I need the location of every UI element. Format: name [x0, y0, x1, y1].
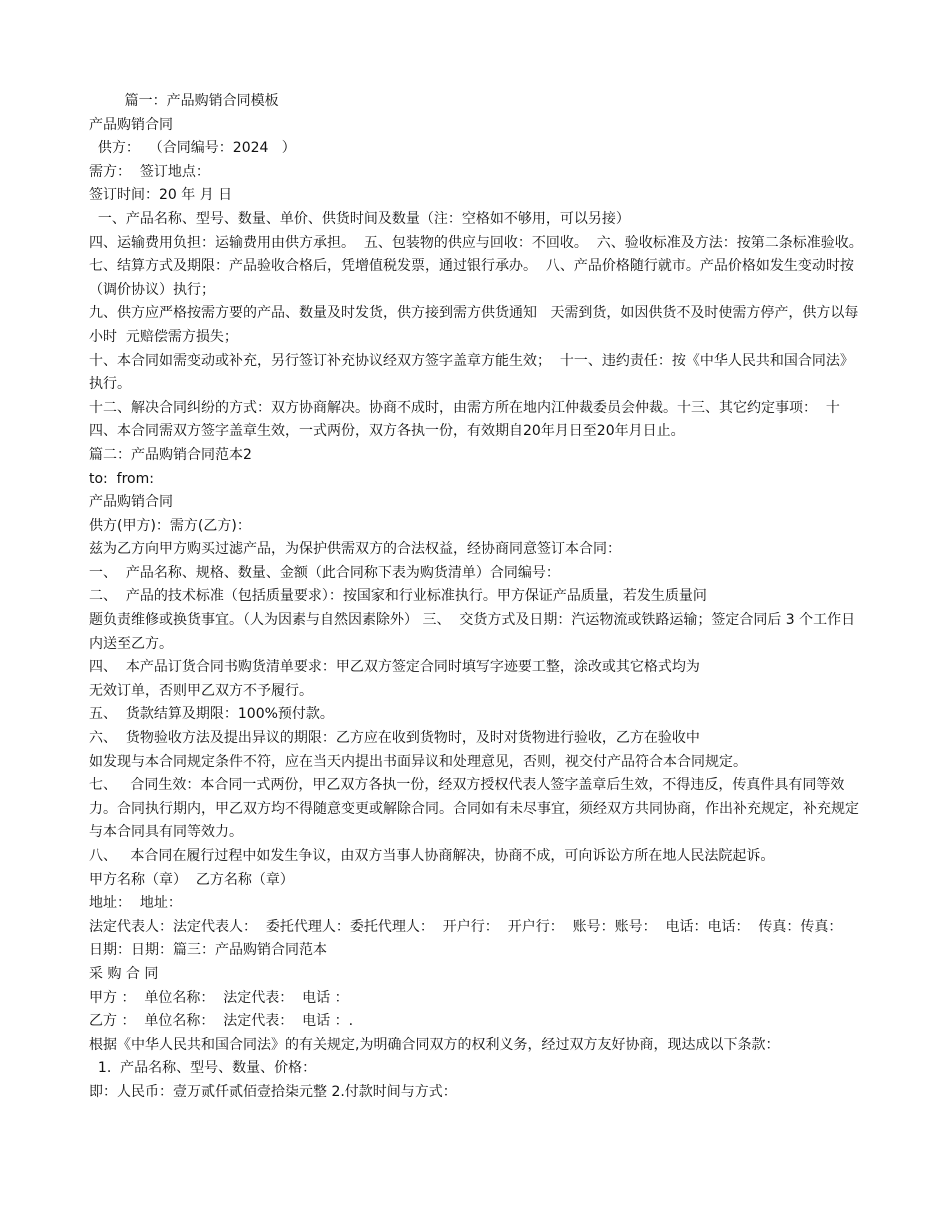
document-line: 根据《中华人民共和国合同法》的有关规定,为明确合同双方的权利义务，经过双方友好协商，现达成以下条款： [89, 1036, 780, 1053]
document-line: 篇二：产品购销合同范本2 [89, 446, 252, 463]
document-line: 产品购销合同 [89, 116, 173, 133]
document-line: 甲方名称（章） 乙方名称（章） [89, 871, 294, 888]
document-line: 签订时间：20 年 月 日 [89, 187, 233, 204]
document-line: 无效订单，否则甲乙双方不予履行。 [89, 682, 313, 699]
document-line: 十二、解决合同纠纷的方式：双方协商解决。协商不成时，由需方所在地内江仲裁委员会仲裁。十三、其它约定事项： 十四、本合同需双方签字盖章生效，一式两份，双方各执一份，有效期自20年月日至20年月日止。 [89, 399, 840, 440]
document-line: 七、结算方式及期限：产品验收合格后，凭增值税发票，通过银行承办。 八、产品价格随行就市。产品价格如发生变动时按（调价协议）执行； [89, 258, 854, 298]
document-line: 乙方 ： 单位名称： 法定代表： 电话 ：. [89, 1013, 354, 1030]
document-line: 六、 货物验收方法及提出异议的期限：乙方应在收到货物时，及时对货物进行验收，乙方在验收中 [89, 730, 700, 747]
document-line: 八、 本合同在履行过程中如发生争议，由双方当事人协商解决，协商不成，可向诉讼方所在地人民法院起诉。 [89, 848, 775, 864]
document-line: 四、 本产品订货合同书购货清单要求：甲乙双方签定合同时填写字迹要工整，涂改或其它格式均为 [89, 659, 700, 676]
document-line: 兹为乙方向甲方购买过滤产品，为保护供需双方的合法权益，经协商同意签订本合同： [89, 541, 621, 558]
document-line: 七、 合同生效：本合同一式两份，甲乙双方各执一份，经双方授权代表人签字盖章后生效，不得违反，传真件具有同等效力。合同执行期内，甲乙双方均不得随意变更或解除合同。合同如有未尽事宜，须经双方共同协商，作出补充规定，补充规定与本合同具有同等效力。 [89, 777, 859, 841]
document-line: 产品购销合同 [89, 494, 173, 511]
document-line: 甲方 ： 单位名称： 法定代表： 电话 ： [89, 989, 349, 1006]
document-line: 供方： （合同编号：2024 ） [89, 140, 296, 157]
document-line: 即：人民币：壹万贰仟贰佰壹拾柒元整 2.付款时间与方式： [89, 1083, 457, 1100]
document-line: 篇一：产品购销合同模板 [89, 93, 279, 109]
document-line: 法定代表人：法定代表人： 委托代理人：委托代理人： 开户行： 开户行： 账号：账号： 电话：电话： 传真：传真： 日期：日期：篇三：产品购销合同范本 [89, 918, 852, 959]
document-line: 题负责维修或换货事宜。（人为因素与自然因素除外） 三、 交货方式及日期：汽运物流或铁路运输；签定合同后 3 个工作日内送至乙方。 [89, 612, 856, 652]
document-line: 如发现与本合同规定条件不符，应在当天内提出书面异议和处理意见，否则，视交付产品符合本合同规定。 [89, 753, 747, 770]
document-line: 九、供方应严格按需方要的产品、数量及时发货，供方接到需方供货通知 天需到货，如因供货不及时使需方停产，供方以每小时 元赔偿需方损失； [89, 305, 859, 345]
document-line: 四、运输费用负担：运输费用由供方承担。 五、包装物的供应与回收：不回收。 六、验收标准及方法：按第二条标准验收。 [89, 234, 863, 251]
document-line: 需方： 签订地点： [89, 163, 210, 180]
document-line: 采 购 合 同 [89, 965, 159, 982]
document-line: to: from: [89, 470, 154, 487]
document-line: 供方(甲方)：需方(乙方)： [89, 517, 251, 534]
document-line: 地址： 地址： [89, 895, 182, 912]
document-line: 一、 产品名称、规格、数量、金额（此合同称下表为购货清单）合同编号： [89, 564, 560, 581]
document-line: 一、产品名称、型号、数量、单价、供货时间及数量（注：空格如不够用，可以另接） [89, 210, 630, 227]
document-line: 五、 货款结算及期限：100%预付款。 [89, 706, 334, 723]
document-page [89, 90, 864, 1105]
document-line: 1. 产品名称、型号、数量、价格： [89, 1060, 317, 1077]
document-line: 二、 产品的技术标准（包括质量要求）：按国家和行业标准执行。甲方保证产品质量，若发生质量问 [89, 588, 707, 605]
document-line: 十、本合同如需变动或补充，另行签订补充协议经双方签字盖章方能生效； 十一、违约责任：按《中华人民共和国合同法》执行。 [89, 352, 854, 393]
